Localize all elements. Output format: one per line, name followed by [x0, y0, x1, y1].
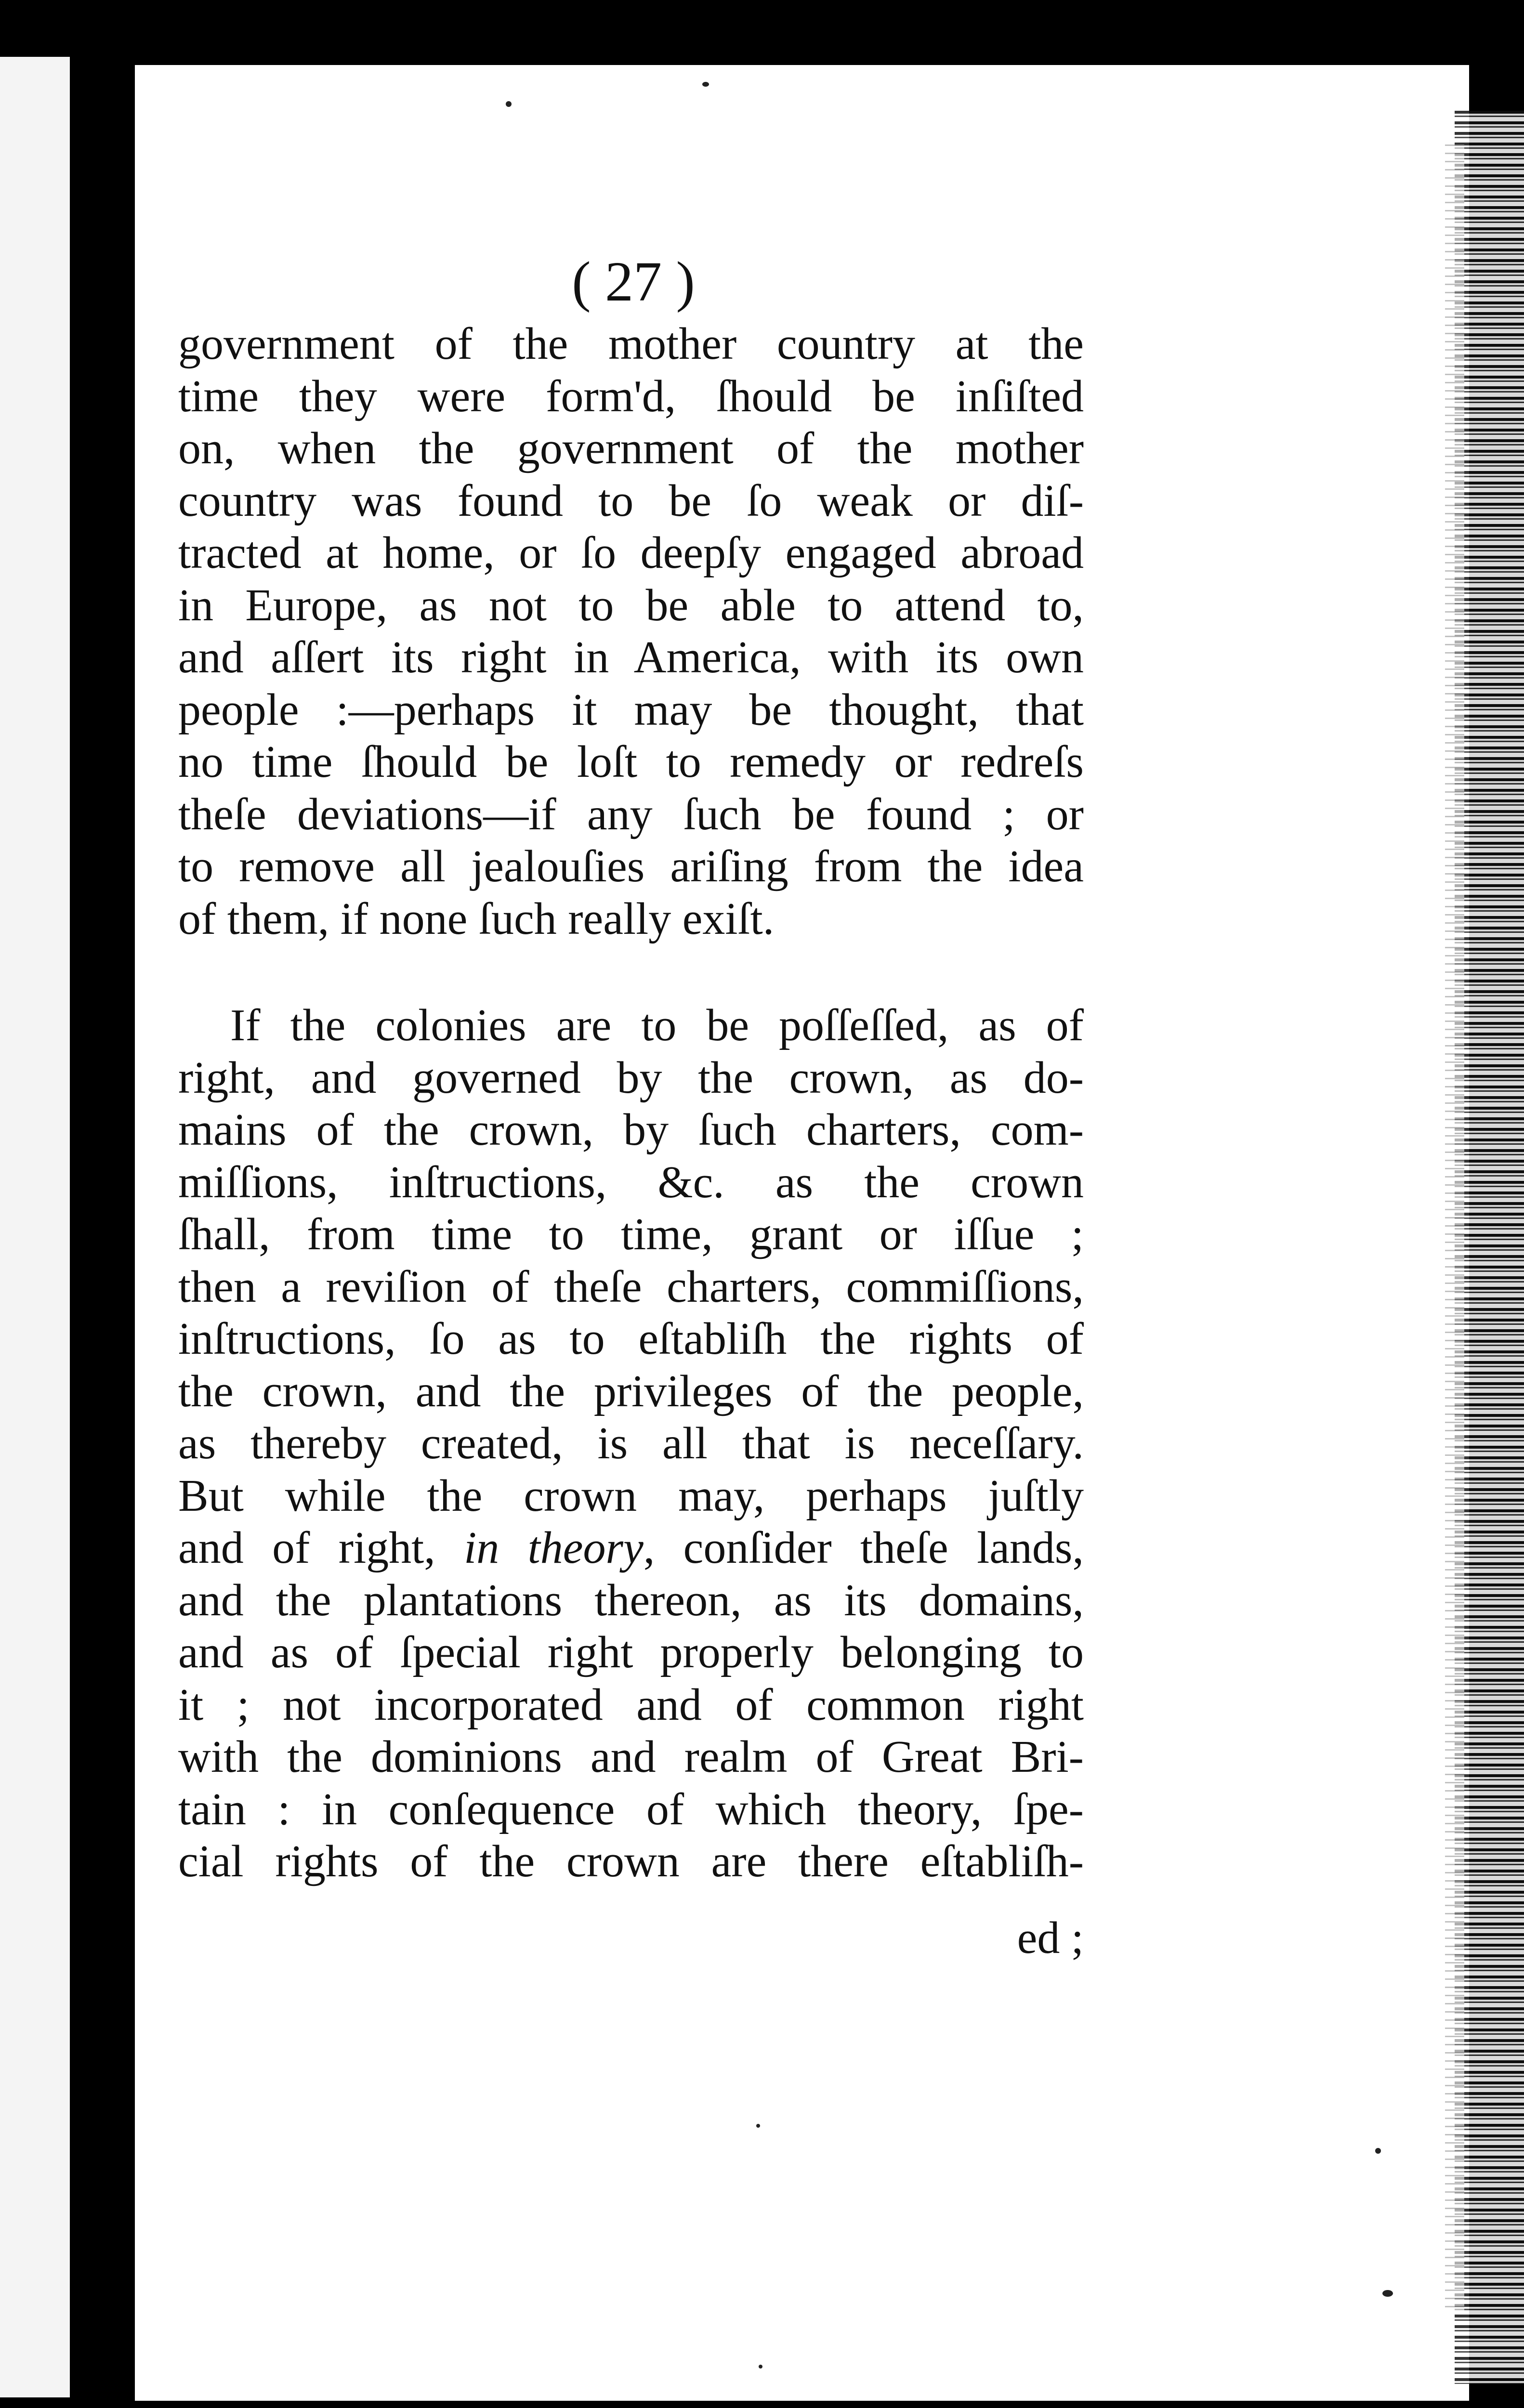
text-line: in Europe, as not to be able to attend to,	[178, 580, 1084, 630]
scan-speck	[759, 2365, 762, 2369]
text-line: and the plantations thereon, as its domains,	[178, 1575, 1084, 1625]
text-line: the crown, and the privileges of the people,	[178, 1366, 1084, 1416]
italic-phrase: in theory	[464, 1523, 644, 1573]
text-line: no time ſhould be loſt to remedy or redreſs	[178, 737, 1084, 787]
text-line: then a reviſion of theſe charters, commiſſions,	[178, 1261, 1084, 1312]
text-line: and as of ſpecial right properly belonging to	[178, 1627, 1084, 1677]
text-line: tracted at home, or ſo deepſy engaged abroad	[178, 528, 1084, 578]
text-line: as thereby created, is all that is neceſſary.	[178, 1418, 1084, 1468]
text-line: country was found to be ſo weak or diſ-	[178, 475, 1084, 526]
text-line: on, when the government of the mother	[178, 423, 1084, 473]
paragraph-1	[178, 318, 1084, 945]
scan-speck	[1382, 2290, 1393, 2297]
scan-frame-bottom	[0, 2401, 1524, 2408]
text-line: ſhall, from time to time, grant or iſſue ;	[178, 1209, 1084, 1259]
text-line: to remove all jealouſies ariſing from the idea	[178, 841, 1084, 891]
text-line: with the dominions and realm of Great Bri-	[178, 1732, 1084, 1782]
text-line: mains of the crown, by ſuch charters, com-	[178, 1105, 1084, 1155]
page-edge-texture	[1445, 144, 1464, 2312]
text-line: But while the crown may, perhaps juſtly	[178, 1470, 1084, 1521]
text-line: it ; not incorporated and of common right	[178, 1679, 1084, 1730]
text-line: cial rights of the crown are there eſtabliſh-	[178, 1836, 1084, 1886]
text-line: inſtructions, ſo as to eſtabliſh the rights of	[178, 1314, 1084, 1364]
scan-frame-top	[0, 0, 1524, 65]
text-line: time they were form'd, ſhould be inſiſted	[178, 371, 1084, 421]
scan-speck	[506, 101, 512, 107]
text-line: right, and governed by the crown, as do-	[178, 1052, 1084, 1103]
scan-speck	[756, 2124, 760, 2128]
text-line: miſſions, inſtructions, &c. as the crown	[178, 1157, 1084, 1207]
catchword: ed ;	[1017, 1913, 1084, 1963]
page-deckled-edge	[1455, 111, 1524, 2384]
text-line: people :—perhaps it may be thought, that	[178, 684, 1084, 735]
text-line: and aſſert its right in America, with its own	[178, 632, 1084, 682]
text-line: government of the mother country at the	[178, 319, 1084, 369]
scan-speck	[1375, 2148, 1381, 2154]
text-line: If the colonies are to be poſſeſſed, as of	[230, 1000, 1084, 1050]
scan-speck	[702, 82, 709, 87]
paragraph-2	[178, 999, 1084, 1888]
text-line-with-italic: and of right, in theory, conſider theſe lands,	[178, 1523, 1084, 1573]
text-line: tain : in conſequence of which theory, ſpe-	[178, 1784, 1084, 1834]
text-line: of them, if none ſuch really exiſt.	[178, 893, 775, 944]
text-line: theſe deviations—if any ſuch be found ; or	[178, 789, 1084, 839]
gutter-shadow	[70, 57, 135, 2397]
previous-page-edge	[0, 57, 70, 2397]
page-number: ( 27 )	[572, 250, 695, 313]
